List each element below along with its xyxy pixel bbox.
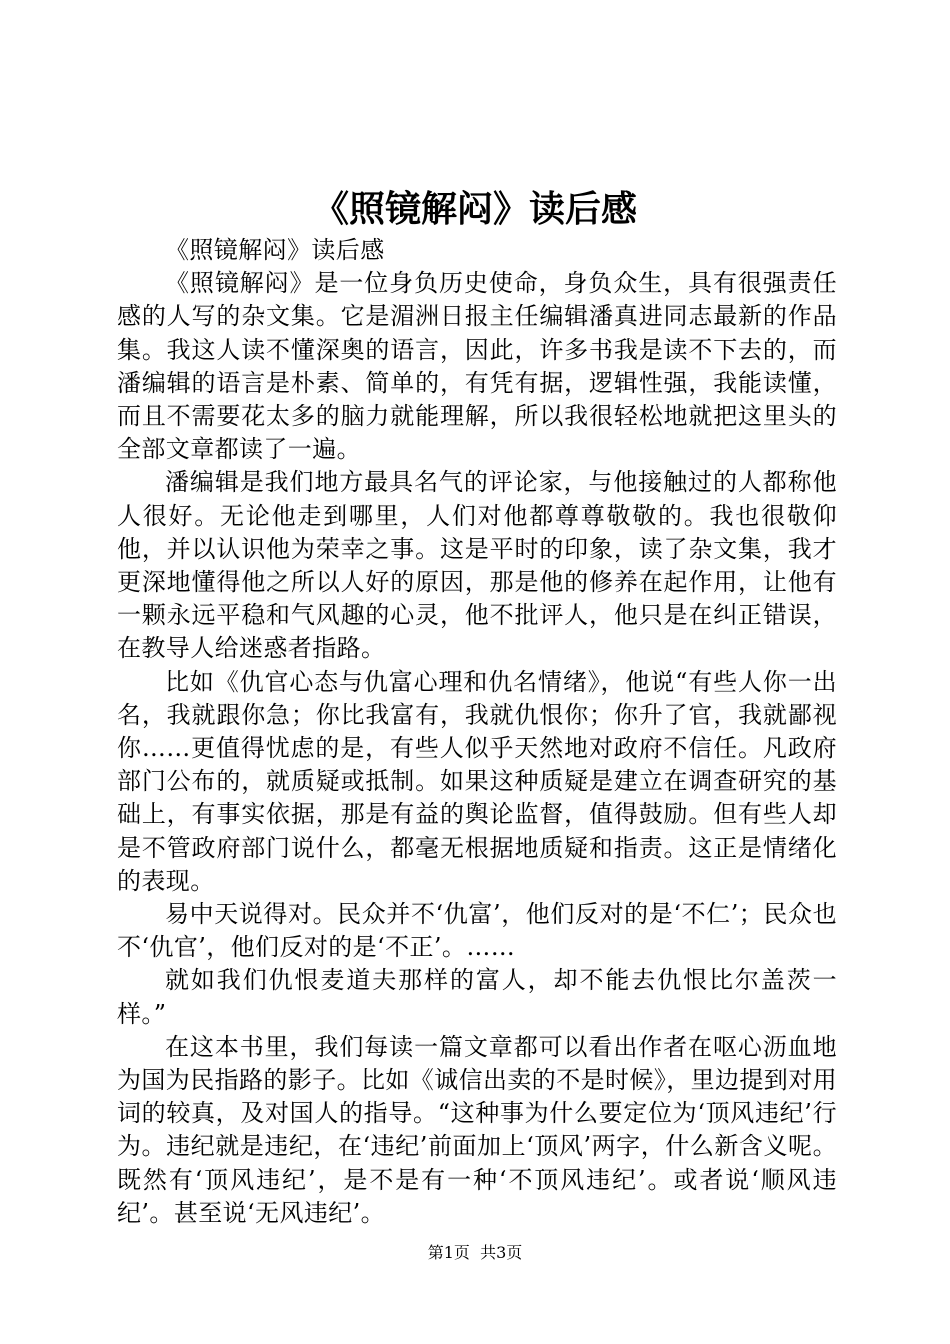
page-total: 共3页 bbox=[480, 1243, 523, 1262]
paragraph: 就如我们仇恨麦道夫那样的富人，却不能去仇恨比尔盖茨一样。” bbox=[117, 966, 837, 1028]
paragraph-subtitle: 《照镜解闷》读后感 bbox=[165, 236, 385, 264]
page-number: 第1页 bbox=[427, 1243, 470, 1262]
page-footer bbox=[0, 1242, 950, 1264]
paragraph: 潘编辑是我们地方最具名气的评论家，与他接触过的人都称他人很好。无论他走到哪里，人们对他都尊尊敬敬的。我也很敬仰他，并以认识他为荣幸之事。这是平时的印象，读了杂文集，我才更深地懂得他之所以人好的原因，那是他的修养在起作用，让他有一颗永远平稳和气风趣的心灵，他不批评人，他只是在纠正错误，在教导人给迷惑者指路。 bbox=[117, 468, 837, 663]
paragraph: 在这本书里，我们每读一篇文章都可以看出作者在呕心沥血地为国为民指路的影子。比如《诚信出卖的不是时候》，里边提到对用词的较真，及对国人的指导。“这种事为什么要定位为‘顶风违纪’行为。违纪就是违纪，在‘违纪’前面加上‘顶风’两字，什么新含义呢。既然有‘顶风违纪’，是不是有一种‘不顶风违纪’。或者说‘顺风违纪’。甚至说‘无风违纪’。 bbox=[117, 1032, 837, 1227]
paragraph: 比如《仇官心态与仇富心理和仇名情绪》，他说“有些人你一出名，我就跟你急；你比我富有，我就仇恨你；你升了官，我就鄙视你……更值得忧虑的是，有些人似乎天然地对政府不信任。凡政府部门公布的，就质疑或抵制。如果这种质疑是建立在调查研究的基础上，有事实依据，那是有益的舆论监督，值得鼓励。但有些人却是不管政府部门说什么，都毫无根据地质疑和指责。这正是情绪化的表现。 bbox=[117, 667, 837, 895]
document-body bbox=[117, 234, 837, 1230]
document-title: 《照镜解闷》读后感 bbox=[312, 188, 637, 230]
paragraph: 易中天说得对。民众并不‘仇富’，他们反对的是‘不仁’；民众也不‘仇官’，他们反对的是‘不正’。…… bbox=[117, 900, 837, 962]
paragraph: 《照镜解闷》是一位身负历史使命，身负众生，具有很强责任感的人写的杂文集。它是湄洲日报主任编辑潘真进同志最新的作品集。我这人读不懂深奥的语言，因此，许多书我是读不下去的，而潘编辑的语言是朴素、简单的，有凭有据，逻辑性强，我能读懂，而且不需要花太多的脑力就能理解，所以我很轻松地就把这里头的全部文章都读了一遍。 bbox=[117, 269, 837, 464]
